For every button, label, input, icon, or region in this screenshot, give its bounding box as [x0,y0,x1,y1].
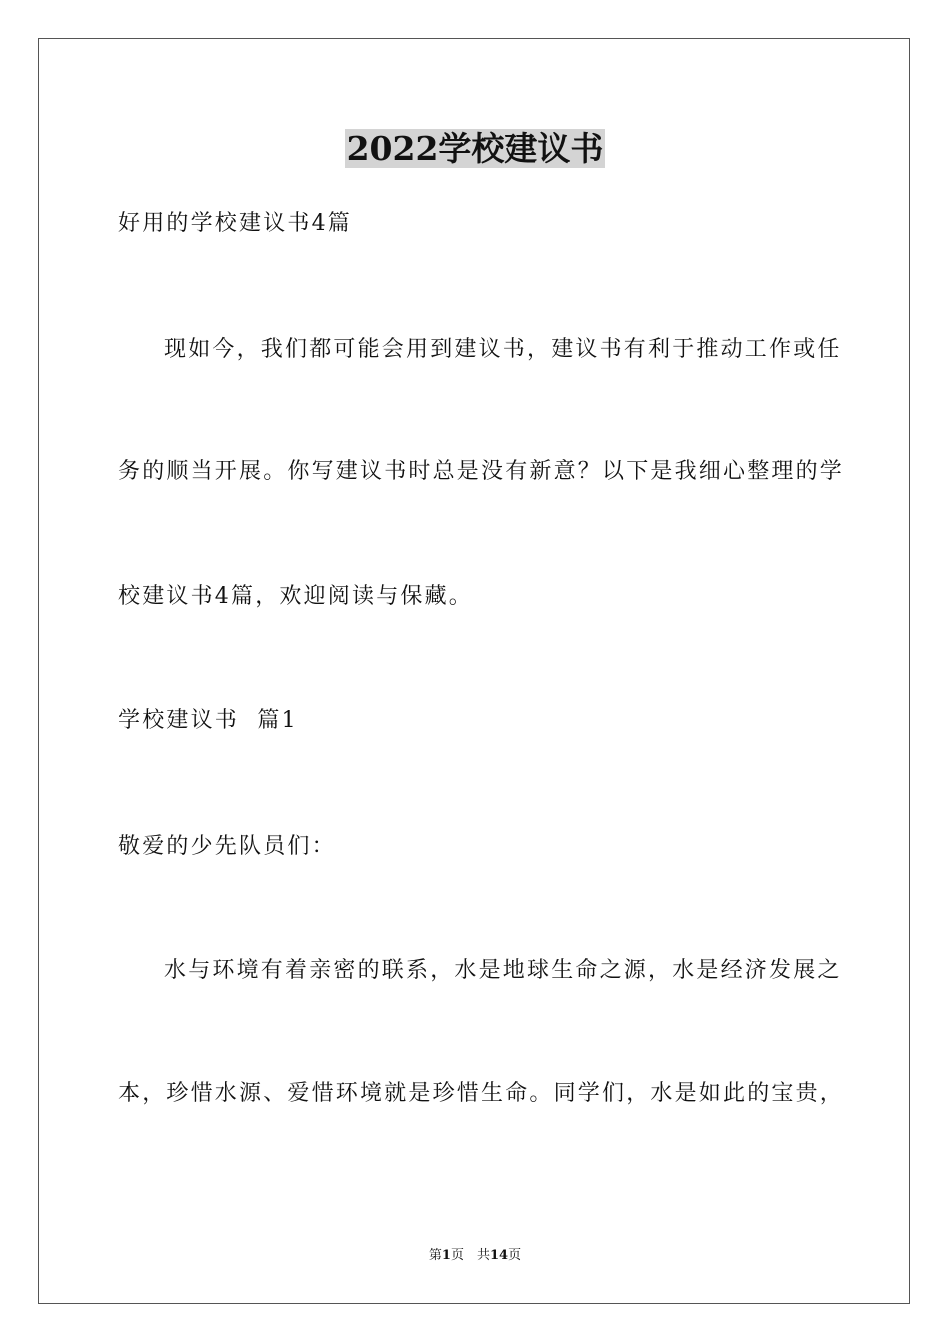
section-heading: 学校建议书 篇1 [118,708,298,733]
footer-page-mid: 页 共 [450,1248,490,1263]
footer-page-current: 1 [441,1248,451,1263]
intro-line-1: 现如今，我们都可能会用到建议书，建议书有利于推动工作或任 [164,337,842,362]
document-title [0,126,950,172]
footer-page-prefix: 第 [428,1248,442,1263]
salutation: 敬爱的少先队员们： [118,834,336,859]
footer-page-total: 14 [489,1248,509,1263]
intro-line-2: 务的顺当开展。你写建议书时总是没有新意？以下是我细心整理的学 [118,459,845,484]
body-line-2: 本，珍惜水源、爱惜环境就是珍惜生命。同学们，水是如此的宝贵， [118,1081,845,1106]
page-footer [0,1247,950,1265]
body-line-1: 水与环境有着亲密的联系，水是地球生命之源，水是经济发展之 [164,958,842,983]
document-subtitle: 好用的学校建议书4篇 [118,211,352,236]
document-title-text: 2022学校建议书 [346,129,604,168]
footer-page-suffix: 页 [508,1248,522,1263]
intro-line-3: 校建议书4篇，欢迎阅读与保藏。 [118,584,473,609]
